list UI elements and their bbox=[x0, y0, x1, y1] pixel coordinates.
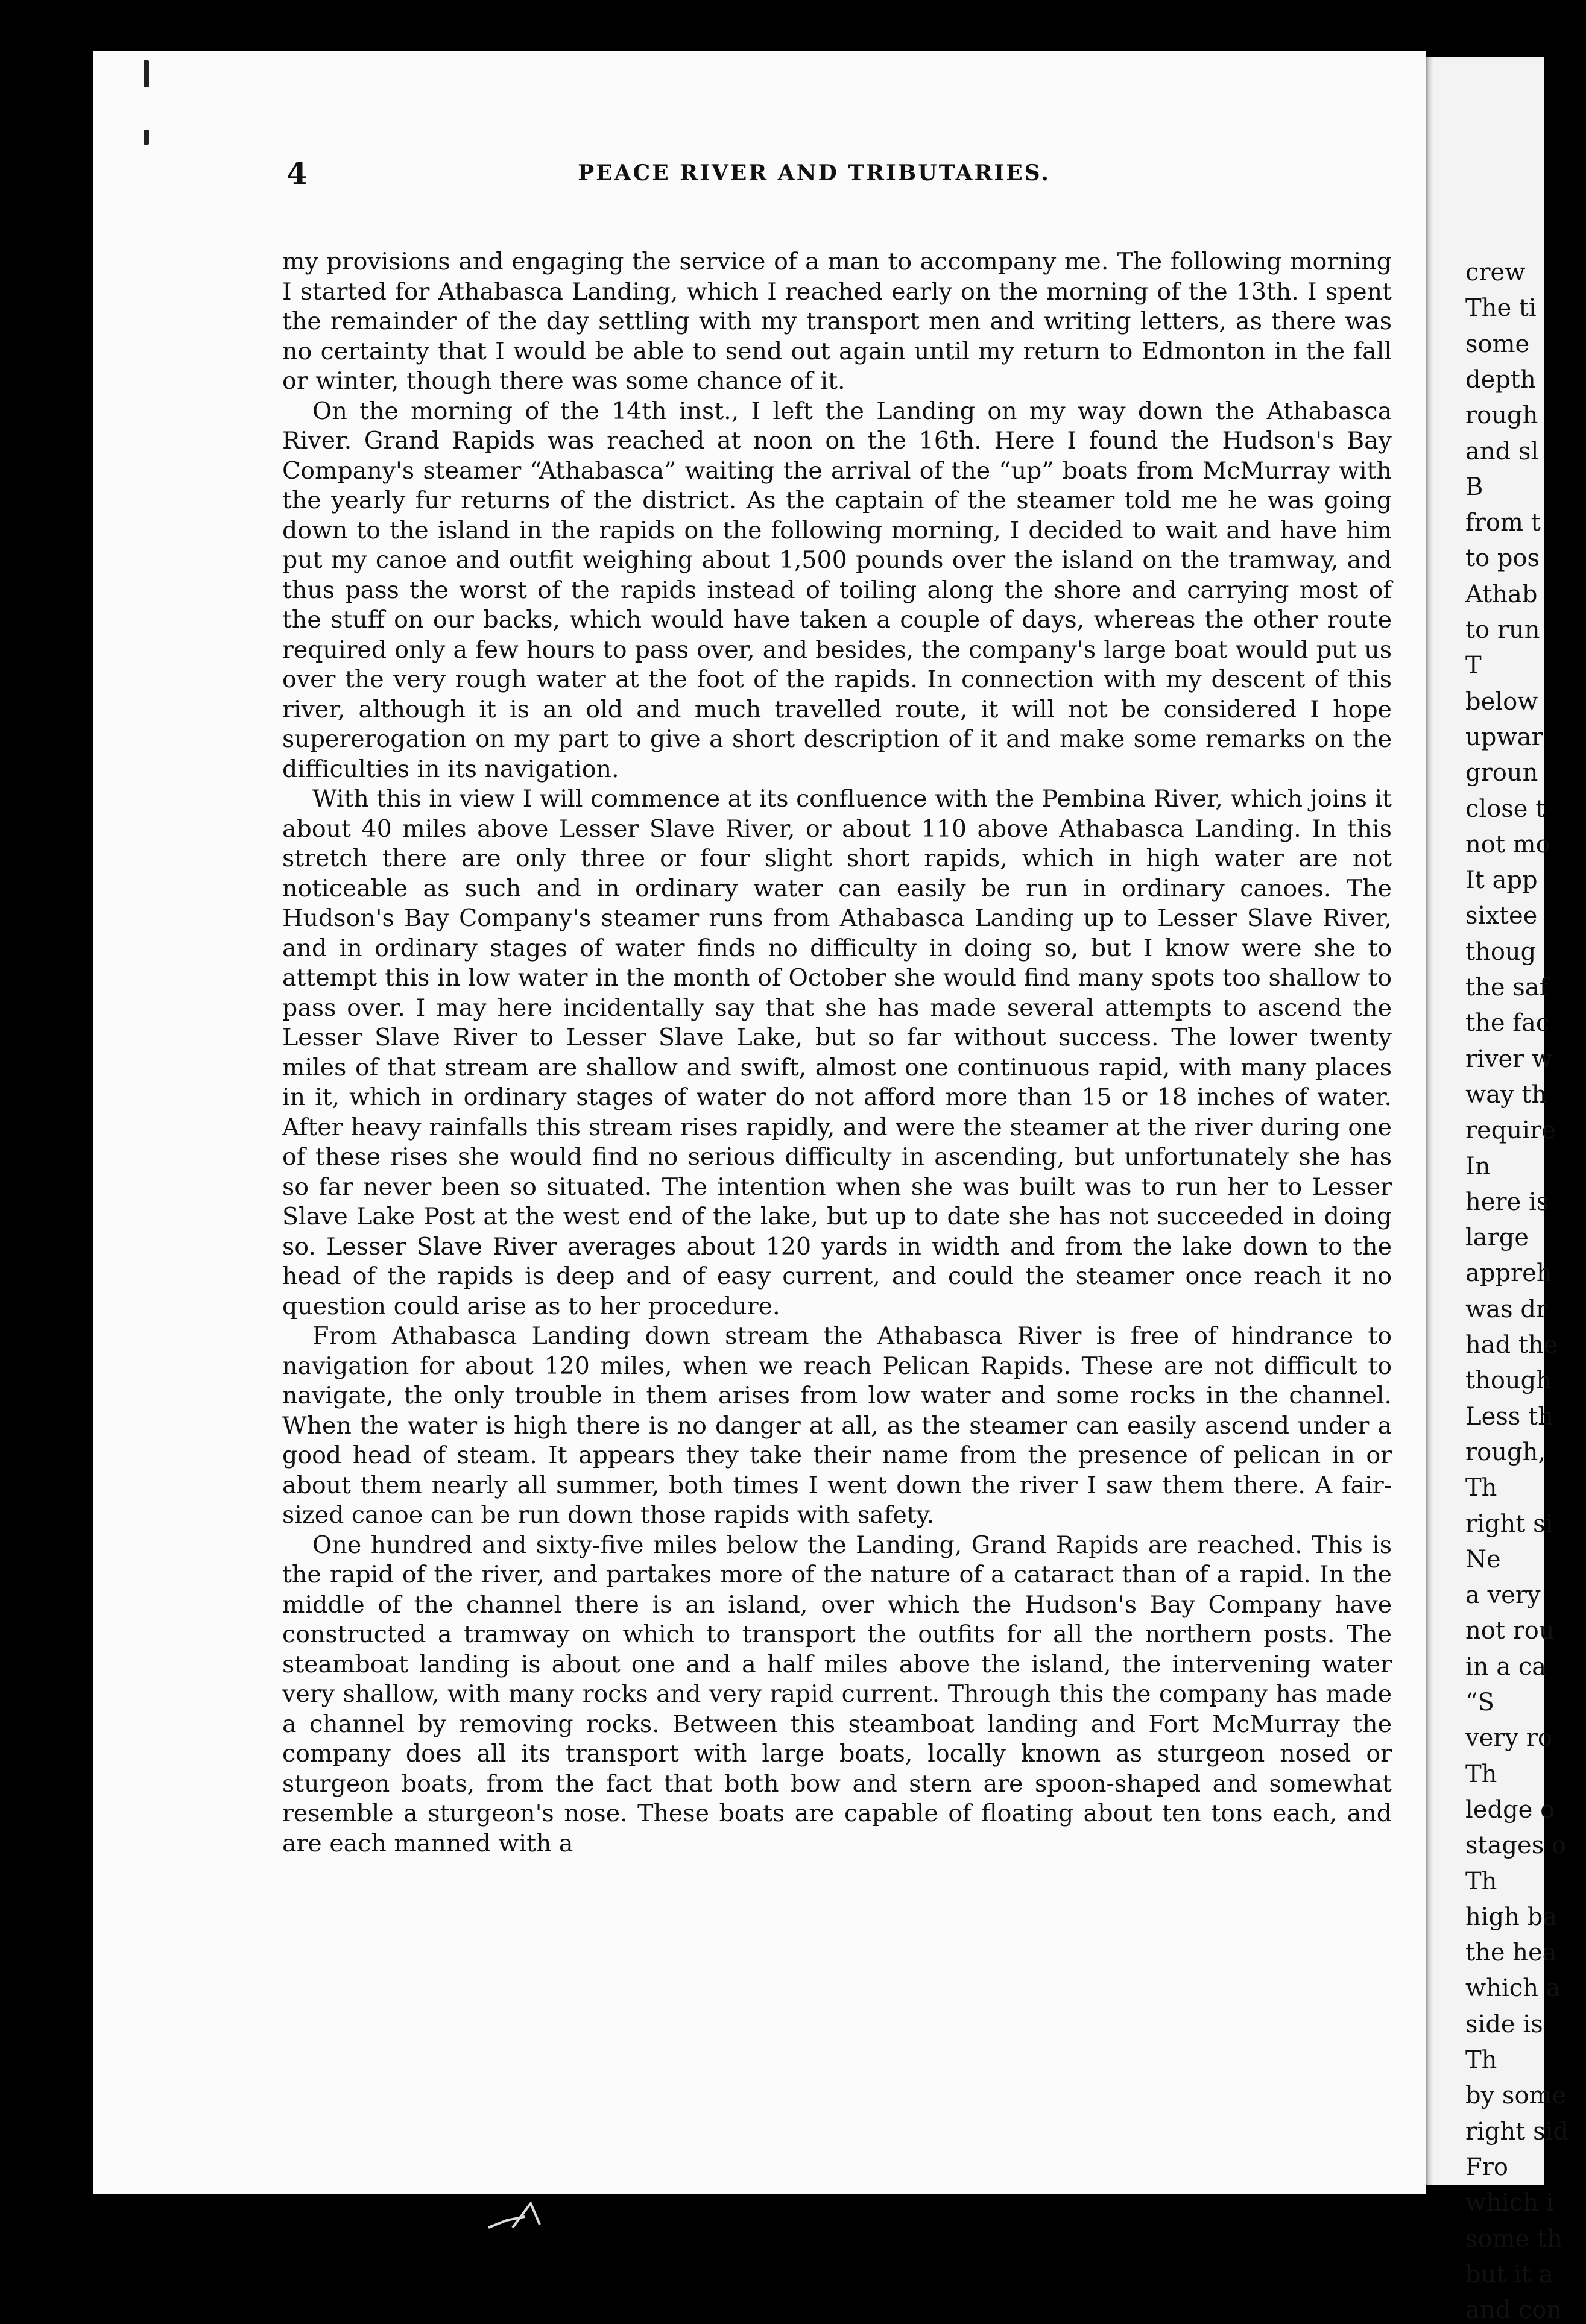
facing-page-line: a very bbox=[1465, 1581, 1541, 1610]
facing-page-line: here is bbox=[1465, 1188, 1549, 1216]
body-text bbox=[282, 247, 1392, 1859]
facing-page-line: require bbox=[1465, 1116, 1556, 1145]
facing-page-line: very ro bbox=[1465, 1724, 1552, 1752]
facing-page-line: The ti bbox=[1465, 294, 1537, 323]
facing-page-line: but it a bbox=[1465, 2260, 1553, 2288]
running-head: PEACE RIVER AND TRIBUTARIES. bbox=[578, 160, 1050, 186]
facing-page-line: the saf bbox=[1465, 974, 1549, 1001]
facing-page-line: crew bbox=[1465, 259, 1526, 286]
facing-page-line: though bbox=[1465, 1367, 1552, 1395]
facing-page-line: Th bbox=[1465, 1760, 1497, 1788]
facing-page-line: which a bbox=[1465, 1974, 1561, 2003]
facing-page-line: Th bbox=[1465, 2046, 1497, 2074]
facing-page-line: Fro bbox=[1465, 2153, 1508, 2181]
facing-page-line: side is bbox=[1465, 2010, 1543, 2038]
facing-page-line: “S bbox=[1465, 1689, 1494, 1716]
facing-page-line: large bbox=[1465, 1224, 1529, 1252]
facing-page-line: not rou bbox=[1465, 1617, 1555, 1645]
facing-page-line: Th bbox=[1465, 1474, 1497, 1502]
facing-page-line: not mo bbox=[1465, 830, 1550, 858]
facing-page-line: B bbox=[1465, 473, 1483, 501]
facing-page-line: and con bbox=[1465, 2296, 1562, 2324]
page-number: 4 bbox=[286, 156, 308, 191]
facing-page-line: thoug bbox=[1465, 937, 1537, 966]
facing-page-line: close t bbox=[1465, 795, 1546, 823]
paragraph: my provisions and engaging the service of a man to accompany me. The following morning I started for Athabasca Landing, which I reached early on the morning of the 13th. I spent the remainder of the day settling with my transport men and writing letters, as there was no certainty that I would be able to send out again until my return to Edmonton in the fall or winter, though there was some chance of it. bbox=[282, 248, 1392, 395]
facing-page-line: ledge o bbox=[1465, 1795, 1555, 1824]
facing-page-line: depth bbox=[1465, 365, 1536, 394]
facing-page-line: Th bbox=[1465, 1867, 1497, 1895]
facing-page-line: rough bbox=[1465, 402, 1538, 430]
facing-page-line: some bbox=[1465, 330, 1530, 358]
facing-page-line: Athab bbox=[1465, 580, 1538, 608]
facing-page-line: and sl bbox=[1465, 437, 1539, 465]
paragraph: On the morning of the 14th inst., I left the Landing on my way down the Athabasca River. Grand Rapids was reached at noon on the 16th. Here I found the Hudson's Bay Company's steamer “Athabasca” waiting the arrival of the “up” boats from McMurray with the yearly fur returns of the district. As the captain of the steamer told me he was going down to the island in the rapids on the following morning, I decided to wait and have him put my canoe and outfit weighing about 1,500 pounds over the island on the tramway, and thus pass the worst of the rapids instead of toiling along the shore and carrying most of the stuff on our backs, which would have taken a couple of days, whereas the other route required only a few hours to pass over, and besides, the company's large boat would put us over the very rough water at the foot of the rapids. In connection with my descent of this river, although it is an old and much travelled route, it will not be considered I hope supererogation on my part to give a short description of it and make some remarks on the difficulties in its navigation. bbox=[282, 397, 1392, 783]
facing-page-line: river w bbox=[1465, 1045, 1553, 1073]
facing-page-line: stages o bbox=[1465, 1831, 1567, 1860]
facing-page-line: Ne bbox=[1465, 1545, 1501, 1573]
facing-page-line: right sid bbox=[1465, 2117, 1569, 2146]
paragraph: From Athabasca Landing down stream the Athabasca River is free of hindrance to navigation for about 120 miles, when we reach Pelican Rapids. These are not difficult to navigate, the only trouble in them arises from low water and some rocks in the channel. When the water is high there is no danger at all, as the steamer can easily ascend under a good head of steam. It appears they take their name from the presence of pelican in or about them nearly all summer, both times I went down the river I saw them there. A fair-sized canoe can be run down those rapids with safety. bbox=[282, 1322, 1392, 1529]
facing-page-line: some th bbox=[1465, 2225, 1562, 2253]
facing-page-line: appreh bbox=[1465, 1259, 1552, 1288]
facing-page-line: the hea bbox=[1465, 1939, 1557, 1967]
facing-page-line: groun bbox=[1465, 759, 1538, 787]
paragraph: One hundred and sixty-five miles below the Landing, Grand Rapids are reached. This is the rapid of the river, and partakes more of the nature of a cataract than of a rapid. In the middle of the channel there is an island, over which the Hudson's Bay Company have constructed a tramway on which to transport the outfits for all the northern posts. The steamboat landing is about one and a half miles above the island, the intervening water very shallow, with many rocks and very rapid current. Through this the company has made a channel by removing rocks. Between this steamboat landing and Fort McMurray the company does all its transport with large boats, locally known as sturgeon nosed or sturgeon boats, from the fact that both bow and stern are spoon-shaped and somewhat resemble a sturgeon's nose. These boats are capable of floating about ten tons each, and are each manned with a bbox=[282, 1531, 1392, 1857]
facing-page bbox=[1423, 57, 1569, 2324]
facing-page-line: to pos bbox=[1465, 544, 1540, 573]
facing-page-line: Less th bbox=[1465, 1402, 1553, 1431]
binding-mark bbox=[144, 130, 149, 145]
facing-page-line: by some bbox=[1465, 2082, 1567, 2110]
facing-page-line: below bbox=[1465, 687, 1538, 716]
facing-page-line: to run bbox=[1465, 616, 1540, 644]
facing-page-line: T bbox=[1465, 652, 1482, 680]
facing-page-line: in a ca bbox=[1465, 1652, 1547, 1681]
facing-page-line: rough, bbox=[1465, 1438, 1546, 1466]
facing-page-line: from t bbox=[1465, 509, 1541, 537]
facing-page-line: way th bbox=[1465, 1080, 1547, 1109]
facing-page-line: which i bbox=[1465, 2189, 1554, 2217]
binding-mark bbox=[144, 60, 149, 87]
facing-page-line: right si bbox=[1465, 1510, 1553, 1538]
facing-page-line: In bbox=[1465, 1152, 1491, 1180]
page-header bbox=[190, 156, 1402, 198]
facing-page-line: was dr bbox=[1465, 1295, 1548, 1323]
paragraph: With this in view I will commence at its confluence with the Pembina River, which joins it about 40 miles above Lesser Slave River, or about 110 above Athabasca Landing. In this stretch there are only three or four slight short rapids, which in high water are not noticeable as such and in ordinary water can easily be run in ordinary canoes. The Hudson's Bay Company's steamer runs from Athabasca Landing up to Lesser Slave River, and in ordinary stages of water finds no difficulty in doing so, but I know were she to attempt this in low water in the month of October she would find many spots too shallow to pass over. I may here incidentally say that she has made several attempts to ascend the Lesser Slave River to Lesser Slave Lake, but so far without success. The lower twenty miles of that stream are shallow and swift, almost one continuous rapid, with many places in it, which in ordinary stages of water do not afford more than 15 or 18 inches of water. After heavy rainfalls this stream rises rapidly, and were the steamer at the river during one of these rises she would find no serious difficulty in ascending, but unfortunately she has so far never been so situated. The intention when she was built was to run her to Lesser Slave Lake Post at the west end of the lake, but up to date she has not succeeded in doing so. Lesser Slave River averages about 120 yards in width and from the lake down to the head of the rapids is deep and of easy current, and could the steamer once reach it no question could arise as to her procedure. bbox=[282, 785, 1392, 1320]
facing-page-line: It app bbox=[1465, 866, 1538, 895]
facing-page-line: had the bbox=[1465, 1331, 1558, 1359]
scan-mark bbox=[482, 2191, 567, 2234]
facing-page-line: high ba bbox=[1465, 1903, 1558, 1931]
facing-page-line: upwar bbox=[1465, 723, 1543, 751]
facing-page-line: sixtee bbox=[1465, 902, 1538, 930]
facing-page-line: the fac bbox=[1465, 1009, 1550, 1038]
